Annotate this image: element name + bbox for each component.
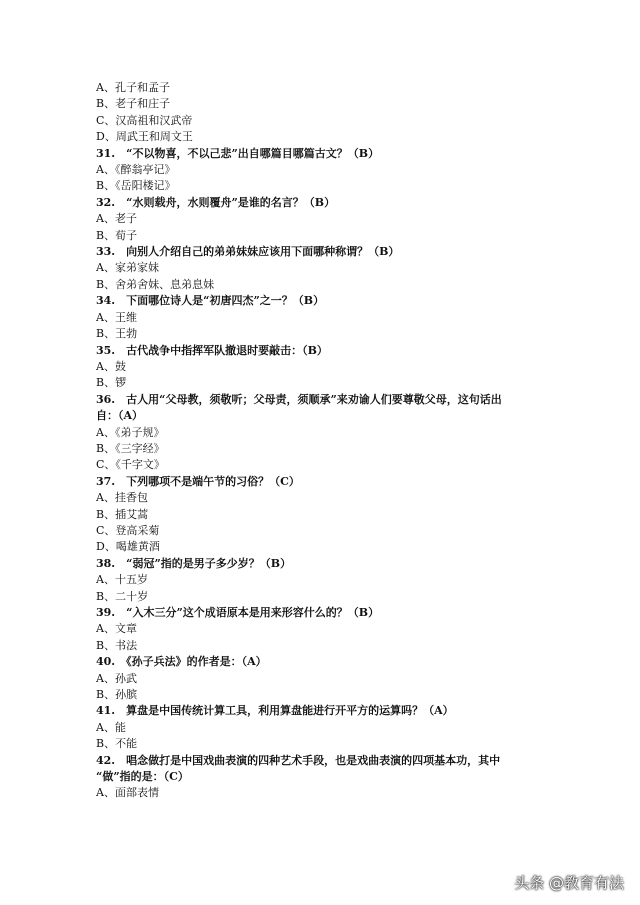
option-line: A、《醉翁亭记》: [96, 163, 176, 177]
option-line: D、周武王和周文王: [96, 130, 193, 144]
option-line: D、喝雄黄酒: [96, 540, 160, 554]
option-line: B、书法: [96, 638, 138, 652]
question-line: 36. 古人用“父母教，须敬听；父母责，须顺承”来劝谕人们要尊敬父母，这句话出: [96, 392, 502, 406]
option-line: A、《弟子规》: [96, 425, 165, 439]
option-line: A、孔子和孟子: [96, 81, 170, 94]
option-line: B、《三字经》: [96, 441, 165, 455]
option-line: A、鼓: [96, 359, 126, 373]
question-line: 41. 算盘是中国传统计算工具，利用算盘能进行开平方的运算吗？（A）: [96, 704, 454, 718]
option-line: A、家弟家妹: [96, 261, 159, 275]
option-line: B、孙膑: [96, 688, 138, 702]
question-line: 34. 下面哪位诗人是“初唐四杰”之一？（B）: [96, 294, 325, 308]
option-line: A、王维: [96, 310, 137, 324]
question-line: 33. 向别人介绍自己的弟弟妹妹应该用下面哪种称谓？（B）: [96, 245, 400, 259]
option-line: B、锣: [96, 376, 127, 390]
option-line: C、《千字文》: [96, 458, 165, 472]
question-line: 32. “水则载舟，水则覆舟”是谁的名言？（B）: [96, 195, 336, 209]
option-line: B、二十岁: [96, 589, 149, 603]
option-line: A、挂香包: [96, 491, 148, 505]
option-line: B、插艾蒿: [96, 507, 149, 521]
question-line: 自：（A）: [96, 409, 144, 423]
question-line: 42. 唱念做打是中国戏曲表演的四种艺术手段，也是戏曲表演的四项基本功，其中: [96, 753, 501, 767]
option-line: B、《岳阳楼记》: [96, 179, 176, 193]
question-line: 31. “不以物喜，不以己悲”出自哪篇目哪篇古文？（B）: [96, 146, 380, 160]
option-line: A、面部表情: [96, 786, 159, 800]
option-line: B、老子和庄子: [96, 97, 171, 111]
option-line: B、舍弟舍妹、息弟息妹: [96, 277, 215, 291]
question-line: 35. 古代战争中指挥军队撤退时要敲击：（B）: [96, 343, 328, 357]
option-line: B、不能: [96, 737, 138, 751]
option-line: A、文章: [96, 622, 137, 636]
watermark: 头条 @教育有法: [514, 874, 624, 892]
option-line: A、能: [96, 720, 126, 734]
question-line: 37. 下列哪项不是端午节的习俗？（C）: [96, 474, 300, 488]
option-line: C、汉高祖和汉武帝: [96, 113, 193, 127]
question-line: 40. 《孙子兵法》的作者是：（A）: [96, 655, 267, 669]
question-line: 39. “入木三分”这个成语原本是用来形容什么的？（B）: [96, 606, 380, 619]
option-line: C、登高采菊: [96, 523, 160, 537]
option-line: B、王勃: [96, 327, 138, 341]
question-line: “做”指的是：（C）: [96, 770, 189, 784]
option-line: A、孙武: [96, 671, 137, 685]
option-line: A、老子: [96, 212, 137, 226]
question-line: 38. “弱冠”指的是男子多少岁？（B）: [96, 556, 292, 570]
option-line: B、荀子: [96, 228, 138, 242]
option-line: A、十五岁: [96, 573, 148, 587]
document-body: [96, 80, 566, 802]
